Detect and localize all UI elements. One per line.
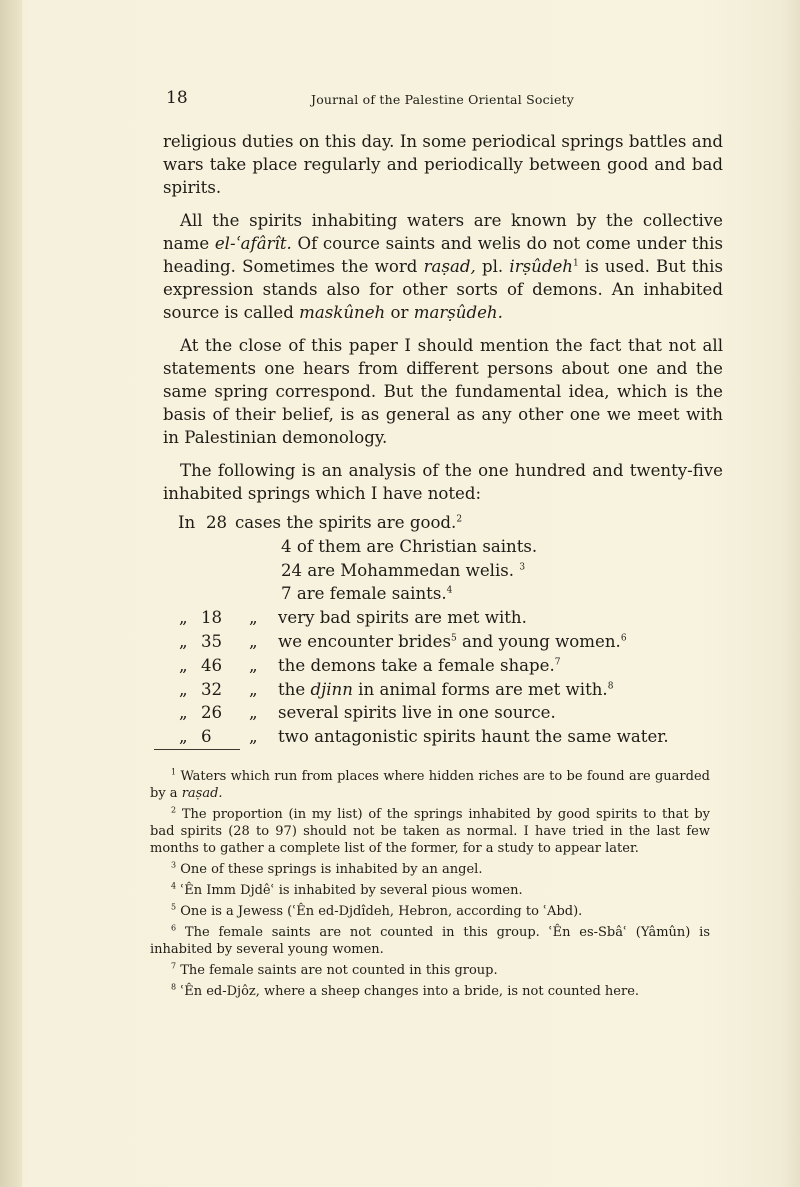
analysis-subitem: 4 of them are Christian saints. bbox=[281, 536, 538, 556]
footnote-number: 2 bbox=[171, 805, 177, 815]
page-number: 18 bbox=[166, 88, 188, 108]
analysis-prefix: In bbox=[178, 513, 196, 533]
footnote: $^4$ ʿÊn Imm Djdêʿ is inhabited by several pious women. bbox=[171, 881, 523, 898]
paragraph: At the close of this paper I should mention the fact that not all statements one hears from different persons about one and the same spring correspond. But the fundamental idea, which is the basis of their belief, is as general as any other one we meet with in Palestinian demonology. bbox=[163, 335, 723, 448]
footnote-number: 1 bbox=[171, 767, 177, 777]
footnote: $^1$ Waters which run from places where hidden riches are to be found are guarded by a raṣad. bbox=[150, 767, 710, 801]
analysis-subitem: 7 are female saints.$^4$ bbox=[281, 584, 453, 604]
footnote: $^8$ ʿÊn ed-Djôz, where a sheep changes into a bride, is not counted here. bbox=[171, 982, 640, 999]
body-text bbox=[163, 130, 723, 749]
footnote-number: 3 bbox=[171, 860, 177, 870]
footnote-number: 7 bbox=[171, 961, 177, 971]
analysis-row: „ 18 „ very bad spirits are met with. bbox=[179, 608, 527, 628]
footnote: $^3$ One of these springs is inhabited by an angel. bbox=[171, 860, 483, 877]
page-spine-shadow bbox=[0, 0, 22, 1187]
springs-analysis-list bbox=[163, 511, 723, 749]
analysis-row-first bbox=[163, 511, 723, 535]
footnotes bbox=[150, 768, 710, 1004]
paragraph: The following is an analysis of the one hundred and twenty-five inhabited springs which I have noted: bbox=[163, 460, 723, 503]
paragraph: religious duties on this day. In some periodical springs battles and wars take place regularly and periodically between good and bad spirits. bbox=[163, 132, 723, 198]
analysis-row: „ 6 „ two antagonistic spirits haunt the same water. bbox=[179, 727, 669, 747]
footnote-number: 8 bbox=[171, 982, 177, 992]
footnote: $^7$ The female saints are not counted in this group. bbox=[171, 961, 498, 978]
analysis-row: „ 35 „ we encounter brides$^5$ and young women.$^6$ bbox=[179, 632, 627, 652]
footnote-number: 4 bbox=[171, 881, 177, 891]
footnote-divider bbox=[154, 749, 240, 750]
analysis-number: 28 bbox=[206, 513, 228, 533]
analysis-subitem: 24 are Mohammedan welis. $^3$ bbox=[281, 560, 526, 580]
analysis-row: „ 26 „ several spirits live in one source. bbox=[179, 703, 556, 723]
footnote-number: 5 bbox=[171, 902, 177, 912]
footnote: $^6$ The female saints are not counted in this group. ʿÊn es-Sbâʿ (Yâmûn) is inhabited by several young women. bbox=[150, 923, 710, 957]
footnote: $^5$ One is a Jewess (ʿÊn ed-Djdîdeh, Hebron, according to ʿAbd). bbox=[171, 902, 583, 919]
footnote-number: 6 bbox=[171, 923, 177, 933]
analysis-row: „ 32 „ the djinn in animal forms are met with.$^8$ bbox=[179, 679, 614, 699]
page-header bbox=[166, 88, 726, 112]
analysis-text: cases the spirits are good.$^2$ bbox=[235, 513, 463, 533]
analysis-row: „ 46 „ the demons take a female shape.$^7$ bbox=[179, 655, 561, 675]
paragraph: All the spirits inhabiting waters are known by the collective name el-ʿafârît. Of cource saints and welis do not come under this heading. Sometimes the word raṣad, pl. irṣûdeh$^1$ is used. But this expression stands also for other sorts of demons. An inhabited source is called maskûneh or marṣûdeh. bbox=[163, 210, 723, 323]
footnote: $^2$ The proportion (in my list) of the springs inhabited by good spirits to that by bad spirits (28 to 97) should not be taken as normal. I have tried in the last few months to gather a complete list of the former, for a study to appear later. bbox=[150, 805, 710, 856]
running-title: Journal of the Palestine Oriental Society bbox=[311, 92, 575, 107]
